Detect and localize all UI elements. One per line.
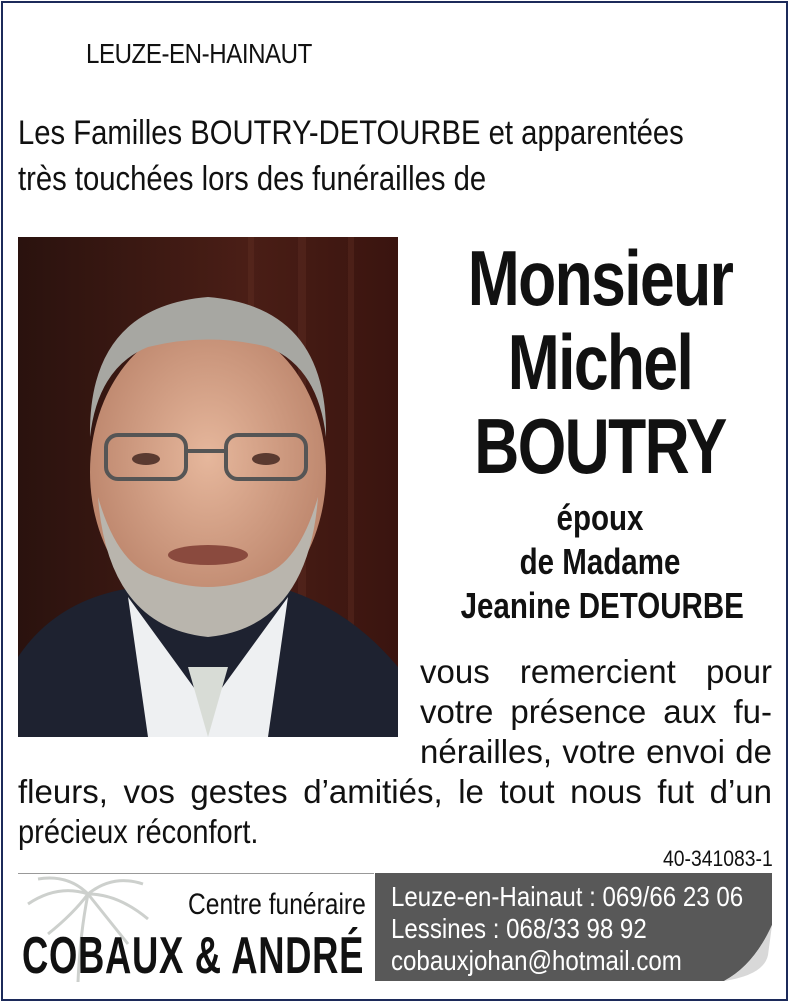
deceased-name	[430, 236, 770, 488]
spouse-line-3: Jeanine DETOURBE	[460, 585, 744, 626]
intro-line-1: Les Familles BOUTRY-DETOURBE et apparentées	[18, 114, 684, 152]
spouse-info	[430, 496, 770, 628]
contact-lessines: Lessines : 068/33 98 92	[391, 913, 647, 944]
thanks-text-4: fleurs, vos gestes d’amitiés, le tout nous fut d’un	[18, 773, 772, 810]
intro-text	[18, 110, 684, 202]
reference-number: 40-341083-1	[663, 846, 773, 871]
intro-line-2: très touchées lors des funérailles de	[18, 160, 487, 198]
funeral-home-name: COBAUX & ANDRÉ	[22, 927, 365, 985]
spouse-line-2: de Madame	[519, 541, 681, 582]
thanks-line-3	[420, 732, 772, 772]
deceased-last-name: BOUTRY	[474, 402, 726, 490]
thanks-line-1	[420, 652, 772, 692]
thanks-text-1: vous remercient pour	[420, 653, 772, 690]
funeral-home-logo	[18, 873, 374, 985]
portrait-photo	[18, 237, 398, 737]
deceased-title: Monsieur	[467, 234, 733, 322]
funeral-home-tagline: Centre funéraire	[188, 888, 366, 921]
contact-panel	[375, 873, 772, 981]
spouse-line-1: époux	[556, 497, 644, 538]
thanks-text-2: votre présence aux fu-	[420, 693, 772, 730]
thanks-text-3: nérailles, votre envoi de	[420, 733, 772, 770]
thanks-line-4	[18, 772, 772, 812]
contact-email[interactable]: cobauxjohan@hotmail.com	[391, 945, 682, 976]
page-curl-icon	[724, 925, 772, 981]
thanks-line-2	[420, 692, 772, 732]
thanks-text-5: précieux réconfort.	[18, 813, 259, 850]
contact-leuze: Leuze-en-Hainaut : 069/66 23 06	[391, 881, 744, 912]
deceased-first-name: Michel	[507, 318, 693, 406]
thanks-line-5	[18, 812, 291, 852]
location-heading: LEUZE-EN-HAINAUT	[86, 38, 312, 69]
